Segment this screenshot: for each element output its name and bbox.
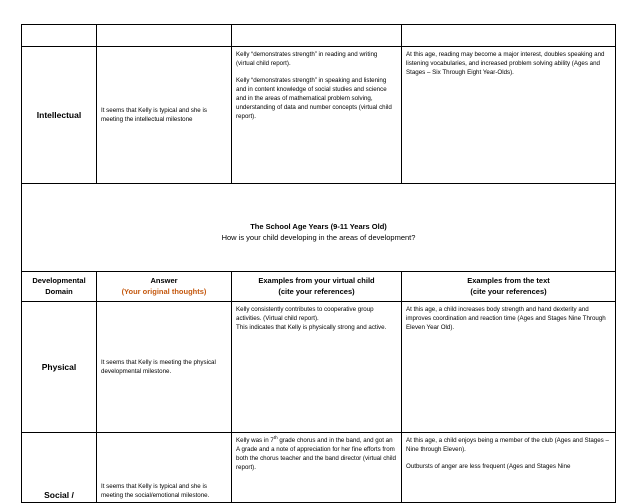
- social-virtual-text-post: grade chorus and in the band, and got an A grade and a note of appreciation for her fine efforts from both the chorus teacher and the band director (virtual child report).: [236, 437, 396, 471]
- intellectual-virtual-example-1: Kelly “demonstrates strength” in reading and writing (virtual child report).: [236, 51, 378, 67]
- header-virtual: [232, 272, 402, 302]
- social-text-example: [402, 433, 616, 503]
- header-answer: [97, 272, 232, 302]
- header-virtual-line2: (cite your references): [278, 287, 355, 296]
- blank-row: [22, 25, 616, 47]
- header-text-line2: (cite your references): [470, 287, 547, 296]
- column-header-row: [22, 272, 616, 302]
- intellectual-virtual-example-2: Kelly “demonstrates strength” in speaking and listening and in content knowledge of social studies and science and in the areas of mathematical problem solving, understanding of data and number concepts (virtual child report).: [236, 77, 392, 120]
- physical-domain: Physical: [22, 302, 97, 433]
- blank-cell: [232, 25, 402, 47]
- social-text-example-2: Outbursts of anger are less frequent (Ages and Stages Nine: [406, 463, 571, 470]
- header-domain: [22, 272, 97, 302]
- header-text-line1: Examples from the text: [467, 276, 550, 285]
- header-answer-line2: (Your original thoughts): [121, 287, 207, 296]
- section-title: The School Age Years (9-11 Years Old): [250, 222, 387, 231]
- intellectual-answer: It seems that Kelly is typical and she is meeting the intellectual milestone: [97, 47, 232, 184]
- intellectual-row: [22, 47, 616, 184]
- social-answer: It seems that Kelly is typical and she is meeting the social/emotional milestone.: [97, 433, 232, 503]
- blank-cell: [97, 25, 232, 47]
- header-domain-line2: Domain: [45, 287, 73, 296]
- intellectual-virtual-example: [232, 47, 402, 184]
- header-virtual-line1: Examples from your virtual child: [258, 276, 375, 285]
- blank-cell: [22, 25, 97, 47]
- development-table: [21, 24, 616, 503]
- header-domain-line1: Developmental: [32, 276, 86, 285]
- section-question: How is your child developing in the areas of development?: [221, 233, 416, 242]
- intellectual-domain: Intellectual: [22, 47, 97, 184]
- section-heading: [22, 184, 616, 272]
- physical-text-example: At this age, a child increases body strength and hand dexterity and improves coordination and reaction time (Ages and Stages Nine Through Eleven Year Old).: [402, 302, 616, 433]
- physical-answer: It seems that Kelly is meeting the physical developmental milestone.: [97, 302, 232, 433]
- social-virtual-text-pre: Kelly was in 7: [236, 437, 274, 444]
- intellectual-text-example: At this age, reading may become a major interest, doubles speaking and listening vocabularies, and increased problem solving ability (Ages and Stages – Six Through Eight Year-Olds).: [402, 47, 616, 184]
- blank-cell: [402, 25, 616, 47]
- social-row: [22, 433, 616, 503]
- header-text: [402, 272, 616, 302]
- social-virtual-example: [232, 433, 402, 503]
- physical-virtual-example: Kelly consistently contributes to cooperative group activities. (Virtual child report). This indicates that Kelly is physically strong and active.: [232, 302, 402, 433]
- social-text-example-1: At this age, a child enjoys being a member of the club (Ages and Stages – Nine through Eleven).: [406, 437, 609, 453]
- section-heading-row: [22, 184, 616, 272]
- physical-row: [22, 302, 616, 433]
- social-domain: Social /: [22, 433, 97, 503]
- header-answer-line1: Answer: [150, 276, 178, 285]
- social-virtual-superscript: th: [273, 434, 278, 440]
